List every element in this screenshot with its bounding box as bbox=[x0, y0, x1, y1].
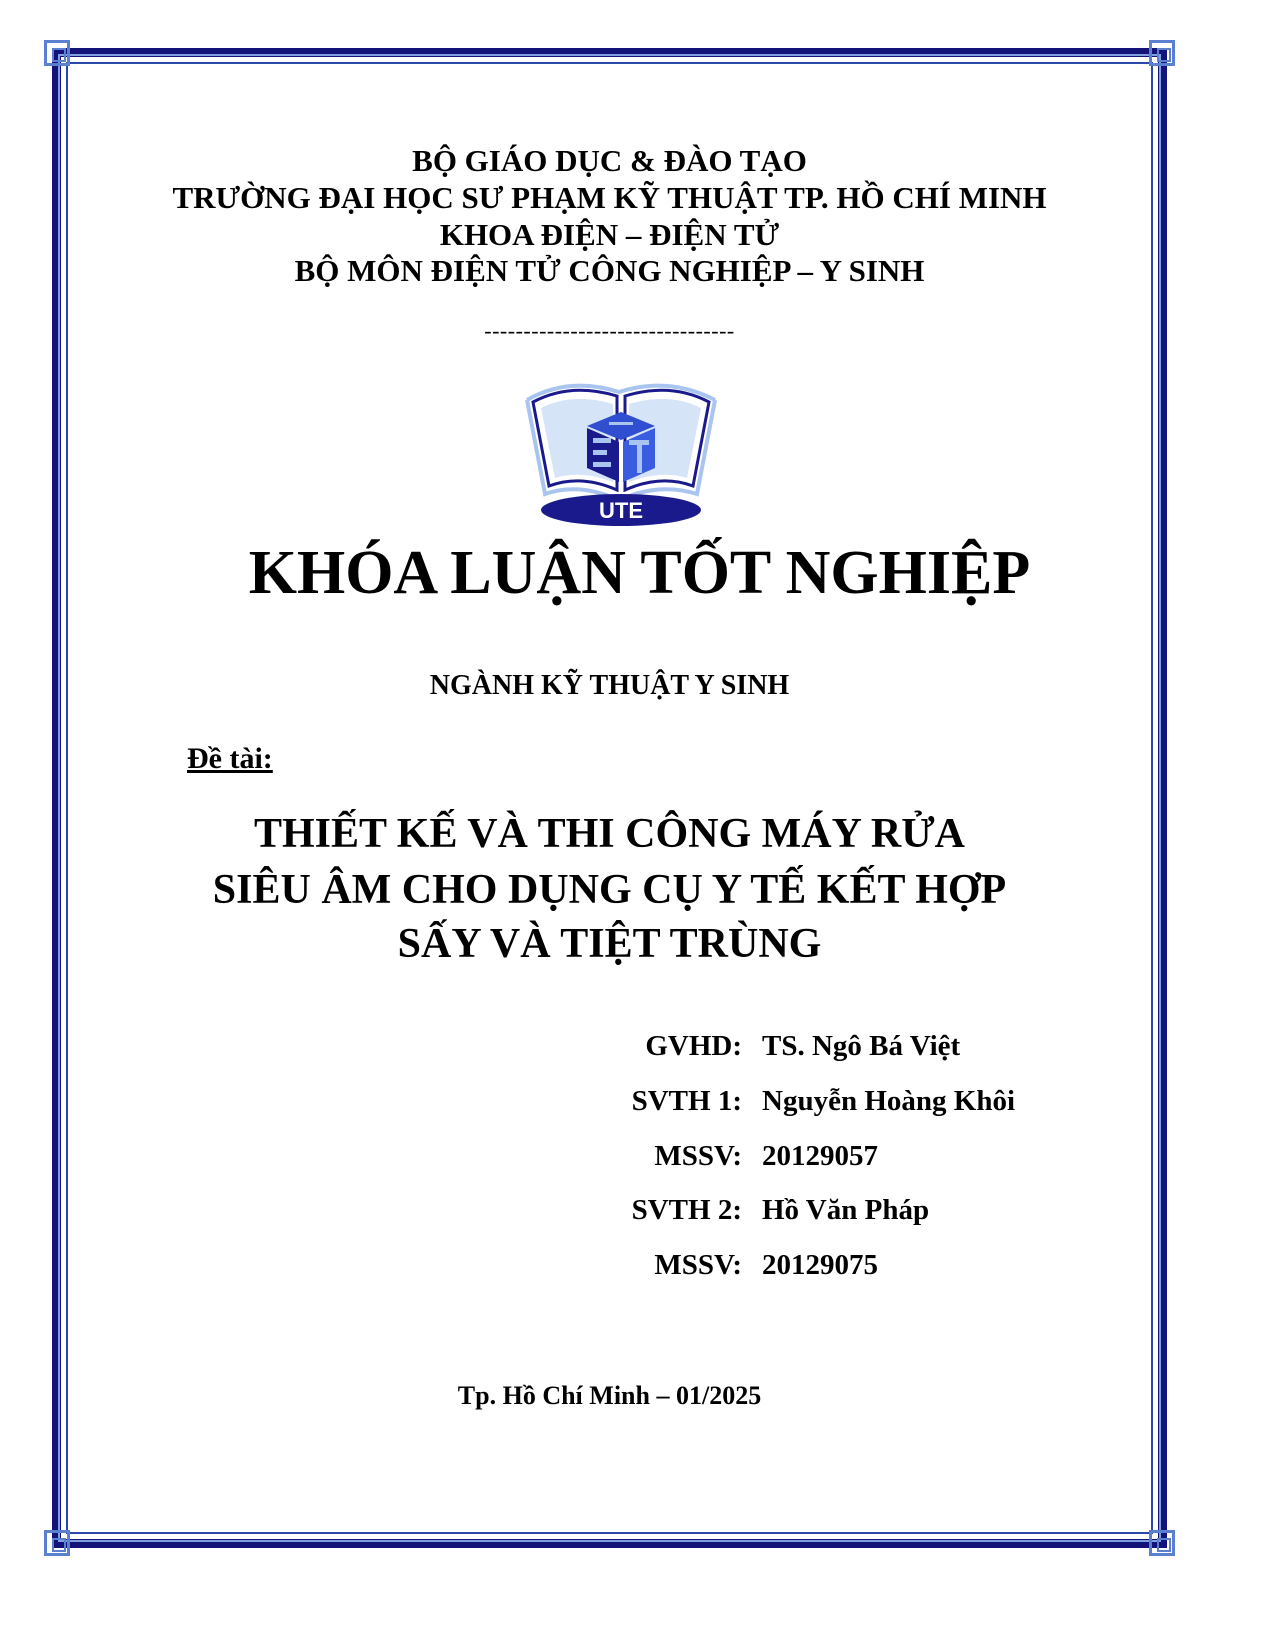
ministry-heading: BỘ GIÁO DỤC & ĐÀO TẠO bbox=[412, 143, 807, 178]
info-row-student-2 bbox=[540, 1194, 1060, 1234]
topic-label: Đề tài: bbox=[187, 742, 273, 775]
department-heading: BỘ MÔN ĐIỆN TỬ CÔNG NGHIỆP – Y SINH bbox=[294, 253, 925, 288]
topic-line: SIÊU ÂM CHO DỤNG CỤ Y TẾ KẾT HỢP bbox=[212, 867, 1007, 913]
info-value: Nguyễn Hoàng Khôi bbox=[762, 1085, 1015, 1117]
major-name: NGÀNH KỸ THUẬT Y SINH bbox=[429, 670, 790, 701]
info-row-student-1 bbox=[540, 1085, 1060, 1125]
info-row-student-id-1 bbox=[540, 1140, 1060, 1180]
ute-logo bbox=[519, 378, 723, 528]
place-date: Tp. Hồ Chí Minh – 01/2025 bbox=[457, 1381, 762, 1410]
faculty-heading: KHOA ĐIỆN – ĐIỆN TỬ bbox=[439, 217, 780, 252]
thesis-title: KHÓA LUẬN TỐT NGHIỆP bbox=[248, 539, 1031, 607]
border-corner-ornament bbox=[1149, 40, 1175, 66]
separator-line: -------------------------------- bbox=[484, 318, 735, 343]
info-value: 20129075 bbox=[762, 1249, 878, 1281]
topic-line: THIẾT KẾ VÀ THI CÔNG MÁY RỬA bbox=[254, 811, 965, 857]
info-value: TS. Ngô Bá Việt bbox=[762, 1030, 961, 1062]
topic-line: SẤY VÀ TIỆT TRÙNG bbox=[397, 921, 822, 967]
info-label: SVTH 2: bbox=[631, 1194, 742, 1226]
info-label: MSSV: bbox=[654, 1249, 742, 1281]
university-heading: TRƯỜNG ĐẠI HỌC SƯ PHẠM KỸ THUẬT TP. HỒ CHÍ MINH bbox=[172, 180, 1047, 215]
info-label: GVHD: bbox=[645, 1030, 742, 1062]
info-value: Hồ Văn Pháp bbox=[762, 1194, 930, 1226]
border-corner-ornament bbox=[1149, 1530, 1175, 1556]
logo-text: UTE bbox=[599, 498, 643, 523]
info-value: 20129057 bbox=[762, 1140, 878, 1172]
border-corner-ornament bbox=[44, 40, 70, 66]
info-label: SVTH 1: bbox=[631, 1085, 742, 1117]
info-label: MSSV: bbox=[654, 1140, 742, 1172]
info-row-student-id-2 bbox=[540, 1249, 1060, 1289]
border-corner-ornament bbox=[44, 1530, 70, 1556]
info-row-advisor bbox=[540, 1030, 1060, 1070]
